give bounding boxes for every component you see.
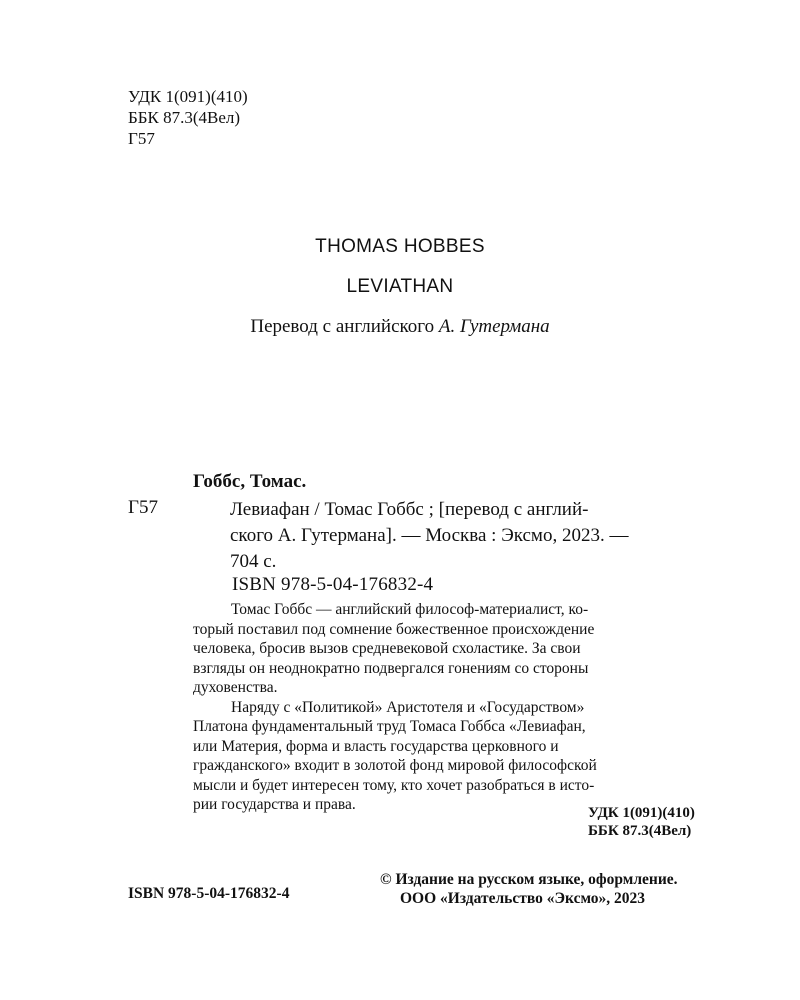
catalog-line: Левиафан / Томас Гоббс ; [перевод с англий-: [230, 499, 589, 520]
translation-prefix: Перевод с английского: [250, 316, 435, 337]
copyright-line: © Издание на русском языке, оформление.: [380, 871, 678, 888]
catalog-line: 704 с.: [230, 551, 277, 572]
footer-isbn: ISBN 978-5-04-176832-4: [128, 885, 290, 902]
udk-code-bottom: УДК 1(091)(410): [588, 805, 695, 821]
annotation-line: мысли и будет интересен тому, кто хочет разобраться в исто-: [193, 776, 595, 794]
annotation-line: рии государства и права.: [193, 796, 356, 813]
author-name-english: THOMAS HOBBES: [315, 236, 485, 257]
annotation-line: человека, бросив вызов средневековой схоластике. За свои: [193, 640, 581, 657]
copyright-line: ООО «Издательство «Эксмо», 2023: [400, 890, 646, 907]
author-mark: Г57: [128, 129, 155, 148]
bbk-code: ББК 87.3(4Вел): [128, 108, 241, 127]
annotation-line: торый поставил под сомнение божественное происхождение: [193, 620, 595, 638]
annotation-line: или Материя, форма и власть государства церковного и: [193, 737, 559, 755]
udk-code: УДК 1(091)(410): [128, 87, 248, 106]
annotation-line: Наряду с «Политикой» Аристотеля и «Государством»: [231, 698, 585, 716]
annotation-line: Платона фундаментальный труд Томаса Гоббса «Левиафан,: [193, 718, 586, 735]
translator-name: А. Гутермана: [438, 316, 550, 337]
annotation-line: взгляды он неоднократно подвергался гонениям со стороны: [193, 659, 589, 677]
copyright-notice: [380, 870, 678, 908]
catalog-author-heading: Гоббс, Томас.: [193, 471, 307, 492]
catalog-isbn: ISBN 978-5-04-176832-4: [232, 574, 434, 595]
translation-credit: [0, 316, 800, 338]
annotation-line: духовенства.: [193, 679, 278, 696]
top-classification-codes: [128, 86, 248, 149]
catalog-line: ского А. Гутермана]. — Москва : Эксмо, 2023. —: [230, 525, 629, 546]
catalog-author-mark: Г57: [128, 497, 158, 518]
annotation-line: Томас Гоббс — английский философ-материалист, ко-: [231, 601, 589, 618]
catalog-description: [230, 497, 714, 575]
book-annotation: [193, 600, 715, 815]
annotation-line: гражданского» входит в золотой фонд мировой философской: [193, 757, 597, 774]
book-title-english: LEVIATHAN: [346, 276, 454, 297]
bbk-code-bottom: ББК 87.3(4Вел): [588, 823, 692, 839]
bottom-classification-codes: [588, 804, 695, 840]
